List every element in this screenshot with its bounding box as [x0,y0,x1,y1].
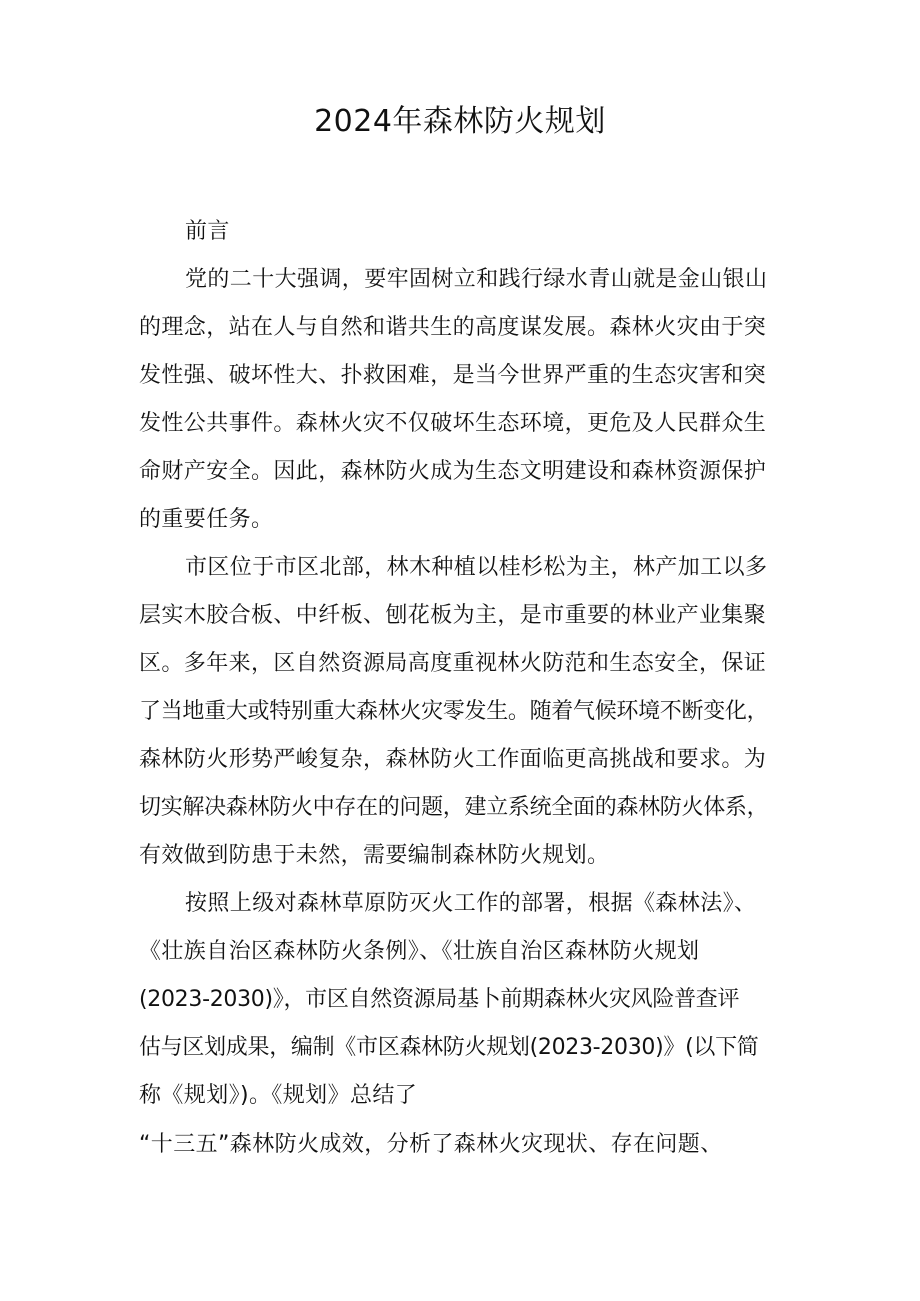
paragraph-line: 估与区划成果，编制《市区森林防火规划(2023-2030)》(以下简 [139,1035,759,1060]
paragraph-line: 称《规划》)。《规划》总结了 [139,1083,418,1108]
section-heading: 前言 [185,219,230,244]
paragraph-line: 了当地重大或特别重大森林火灾零发生。随着气候环境不断变化， [139,699,769,724]
paragraph-line: 发性强、破坏性大、扑救困难，是当今世界严重的生态灾害和突 [139,363,767,388]
paragraph-line: 党的二十大强调，要牢固树立和践行绿水青山就是金山银山 [185,267,768,292]
paragraph-line: 区。多年来，区自然资源局高度重视林火防范和生态安全，保证 [139,651,767,676]
paragraph-line: 《壮族自治区森林防火条例》、《壮族自治区森林防火规划 [139,939,700,964]
paragraph-line: 森林防火形势严峻复杂，森林防火工作面临更高挑战和要求。为 [139,747,767,772]
paragraph-line: 发性公共事件。森林火灾不仅破坏生态环境，更危及人民群众生 [139,411,767,436]
paragraph-line: 有效做到防患于未然，需要编制森林防火规划。 [139,843,610,868]
paragraph-line: 层实木胶合板、中纤板、刨花板为主，是市重要的林业产业集聚 [139,603,767,628]
paragraph-line: 切实解决森林防火中存在的问题，建立系统全面的森林防火体系， [139,795,769,820]
paragraph-line: 命财产安全。因此，森林防火成为生态文明建设和森林资源保护 [139,459,767,484]
document-title: 2024年森林防火规划 [314,104,606,139]
document-body [139,208,789,1120]
paragraph-line: 市区位于市区北部，林木种植以桂杉松为主，林产加工以多 [185,555,768,580]
paragraph-line: 的重要任务。 [139,507,274,532]
paragraph-line: “十三五”森林防火成效，分析了森林火灾现状、存在问题、 [139,1132,723,1157]
paragraph-line: 按照上级对森林草原防灭火工作的部署，根据《森林法》、 [185,891,757,916]
paragraph-line: 的理念，站在人与自然和谐共生的高度谋发展。森林火灾由于突 [139,315,767,340]
paragraph-line: (2023-2030)》，市区自然资源局基卜前期森林火灾风险普查评 [139,987,740,1012]
